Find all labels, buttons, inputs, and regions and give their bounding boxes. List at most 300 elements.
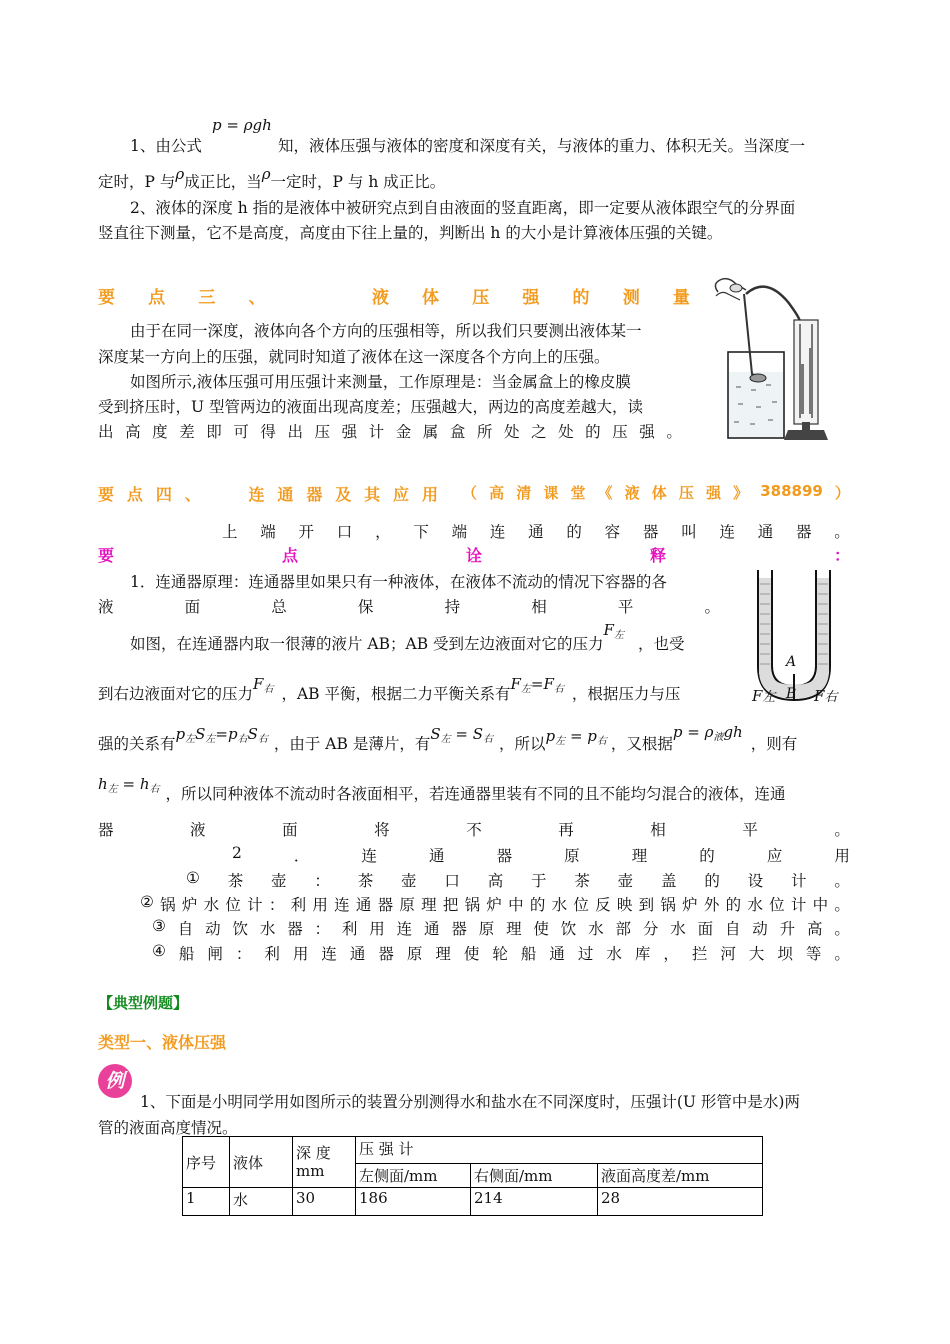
type1-heading: 类型一、液体压强 xyxy=(98,1033,227,1052)
principle-line1: 1．连通器原理：连通器里如果只有一种液体，在液体不流动的情况下容器的各 xyxy=(130,573,667,591)
spread-char: 出 xyxy=(287,423,303,441)
spread-char: 盒 xyxy=(449,423,466,441)
spread-char: 属 xyxy=(422,423,439,441)
spread-char: 相 xyxy=(531,598,547,616)
application-teapot xyxy=(186,869,850,891)
heading-char: 连 xyxy=(248,485,265,504)
spread-char: 压 xyxy=(314,423,331,441)
heading-key-point-4 xyxy=(98,482,438,505)
spread-char: 理 xyxy=(435,945,451,963)
spread-char: 平 xyxy=(742,821,758,839)
spread-char: 用 xyxy=(292,945,309,963)
f-symbol: S xyxy=(430,725,441,743)
spread-char: 器 xyxy=(287,920,303,938)
f-symbol: S xyxy=(195,725,206,743)
spread-char: 强 xyxy=(341,423,358,441)
spread-char: 饮 xyxy=(560,920,577,938)
spread-char: 诠 xyxy=(465,546,482,565)
heading-char: 应 xyxy=(393,485,410,504)
spread-char: 盖 xyxy=(661,872,677,890)
spread-char: 即 xyxy=(206,423,222,441)
text: 到右边液面对它的压力 xyxy=(98,685,254,703)
spread-char: 器 xyxy=(451,920,467,938)
spread-char: 压 xyxy=(612,423,628,441)
sec3-line5 xyxy=(98,420,682,442)
text: 定时，P 与 xyxy=(98,173,176,191)
table-row xyxy=(183,1188,763,1216)
spread-char: 理 xyxy=(631,847,648,865)
f-sub: 左 xyxy=(613,630,624,641)
spread-char: 压 xyxy=(678,484,694,502)
spread-char: 器 xyxy=(795,523,812,541)
f-symbol: h xyxy=(139,775,150,793)
heading-key-point-4-course-link xyxy=(462,482,850,503)
heading-char: 测 xyxy=(622,288,640,308)
heading-key-point-3 xyxy=(98,283,690,308)
f-symbol: S xyxy=(247,725,258,743)
th-gauge: 压 强 计 xyxy=(356,1137,763,1164)
td-right: 214 xyxy=(471,1188,598,1216)
spread-char: 炉 xyxy=(682,896,698,914)
spread-char: 自 xyxy=(177,920,194,938)
f-sub: 右 xyxy=(483,734,494,745)
example-badge xyxy=(98,1064,132,1098)
spread-char: 等 xyxy=(805,945,822,963)
spread-char: 388899 xyxy=(760,482,823,500)
spread-char: 再 xyxy=(558,821,574,839)
spread-char: 外 xyxy=(703,896,720,914)
formula-f-left xyxy=(604,621,624,639)
spread-char: 端 xyxy=(451,523,468,541)
f-sub: 左 xyxy=(520,684,531,695)
spread-char: 高 xyxy=(807,920,823,938)
pressure-data-table xyxy=(182,1136,763,1216)
spread-char: 通 xyxy=(528,523,544,541)
sec3-line3: 如图所示,液体压强可用压强计来测量，工作原理是：当金属盒上的橡皮膜 xyxy=(130,373,631,391)
spread-char: 升 xyxy=(779,920,796,938)
u-tube-label-f-right xyxy=(814,686,837,705)
spread-char: 。 xyxy=(834,896,850,914)
equals: = xyxy=(569,727,583,745)
th-right: 右侧面/mm xyxy=(471,1164,598,1188)
spread-char: 。 xyxy=(834,920,850,938)
principle-line3 xyxy=(130,621,685,655)
text: ，根据压力与压 xyxy=(571,685,681,703)
f-sub: 左 xyxy=(107,784,118,795)
spread-char: 茶 xyxy=(227,872,244,890)
f-symbol: F xyxy=(603,621,614,639)
heading-char: 压 xyxy=(472,288,490,308)
spread-char: 通 xyxy=(757,523,774,541)
formula-f-right xyxy=(253,675,273,693)
spread-char: 河 xyxy=(720,945,736,963)
text: ，所以 xyxy=(499,735,546,753)
f-sub: 液 xyxy=(713,732,724,743)
spread-char: 把 xyxy=(442,896,459,914)
principle-line4 xyxy=(98,675,681,705)
spread-char: 水 xyxy=(670,920,686,938)
formula-p-rho-g-h: p = ρgh xyxy=(212,116,272,134)
spread-char: 高 xyxy=(125,423,141,441)
spread-char: 用 xyxy=(312,896,328,914)
spread-char: 船 xyxy=(178,945,195,963)
spread-char: 用 xyxy=(369,920,385,938)
spread-char: 中 xyxy=(508,896,524,914)
td-depth: 30 xyxy=(293,1188,356,1216)
spread-char: 液 xyxy=(624,484,640,502)
spread-char: ： xyxy=(235,945,252,963)
f-sub: 左 xyxy=(762,690,776,705)
spread-char: 通 xyxy=(549,945,565,963)
application-water-dispenser xyxy=(152,917,850,939)
spread-char: 位 xyxy=(573,896,589,914)
f-symbol: F xyxy=(814,687,825,705)
spread-char: 下 xyxy=(413,523,429,541)
f-symbol: p xyxy=(227,725,238,743)
spread-char: 度 xyxy=(152,423,168,441)
f-sub: 左 xyxy=(440,734,451,745)
text: ，则有 xyxy=(750,735,798,753)
pressure-gauge-figure xyxy=(706,272,830,442)
f-symbol: p xyxy=(587,727,597,745)
spread-char: 水 xyxy=(551,896,568,914)
spread-char: 应 xyxy=(766,847,783,865)
spread-char: ． xyxy=(293,847,310,865)
spread-char: 得 xyxy=(260,423,276,441)
application-heading xyxy=(232,844,850,866)
spread-char: 持 xyxy=(444,598,461,616)
spread-char: 堂 xyxy=(570,484,586,502)
spread-char: 水 xyxy=(259,920,276,938)
spread-char: 保 xyxy=(357,598,374,616)
spread-char: 壶 xyxy=(401,872,417,890)
f-symbol: p = ρ xyxy=(672,723,714,741)
application-boiler-gauge xyxy=(140,893,850,915)
spread-char: 利 xyxy=(290,896,307,914)
spread-char: 中 xyxy=(812,896,829,914)
para2-line2: 竖直往下测量，它不是高度，高度由下往上量的，判断出 h 的大小是计算液体压强的关键。 xyxy=(98,224,723,242)
spread-char: 分 xyxy=(642,920,659,938)
equals: = xyxy=(215,725,228,743)
spread-char: 茶 xyxy=(574,872,590,890)
f-sub: 左 xyxy=(205,734,216,745)
formula-p-equal xyxy=(546,727,607,745)
spread-char: 炉 xyxy=(181,896,198,914)
para2-line1: 2、液体的深度 h 指的是液体中被研究点到自由液面的竖直距离，即一定要从液体跟空气的分界面 xyxy=(130,199,796,217)
th-seq: 序号 xyxy=(183,1137,230,1188)
para1-line2 xyxy=(98,165,446,192)
text: 一定时，P 与 h 成正比。 xyxy=(270,173,446,191)
spread-char: 体 xyxy=(651,484,667,502)
spread-char: 差 xyxy=(179,423,195,441)
spread-char: 使 xyxy=(463,945,480,963)
f-symbol: F xyxy=(752,687,763,705)
f-symbol: F xyxy=(510,675,521,693)
th-left: 左侧面/mm xyxy=(356,1164,471,1188)
spread-char: 2 xyxy=(232,844,242,862)
u-tube-label-f-left xyxy=(752,686,775,705)
spread-char: 过 xyxy=(577,945,594,963)
f-symbol: S xyxy=(472,725,484,743)
f-symbol: F xyxy=(253,675,264,693)
spread-char: 坝 xyxy=(777,945,793,963)
spread-char: 锅 xyxy=(660,896,676,914)
spread-char: 设 xyxy=(747,872,764,890)
heading-char: 其 xyxy=(364,485,381,504)
spread-char: 所 xyxy=(476,423,493,441)
f-sub: 右 xyxy=(824,690,838,705)
spread-char: 。 xyxy=(704,598,720,616)
td-seq: 1 xyxy=(183,1188,230,1216)
th-depth-b: mm xyxy=(296,1162,325,1180)
spread-char: ， xyxy=(663,945,679,963)
rho-symbol: ρ xyxy=(175,165,185,183)
spread-char: 映 xyxy=(616,896,633,914)
spread-char: 的 xyxy=(699,847,715,865)
spread-char: ③ xyxy=(152,917,166,935)
spread-char: 器 xyxy=(377,896,394,914)
spread-char: 水 xyxy=(203,896,220,914)
text: ，也受 xyxy=(637,635,685,653)
spread-char: 高 xyxy=(487,872,504,890)
spread-char: 清 xyxy=(516,484,532,502)
typical-examples-heading: 【典型例题】 xyxy=(98,994,189,1012)
spread-char: 不 xyxy=(466,821,482,839)
spread-char: 拦 xyxy=(691,945,708,963)
formula-h-equal xyxy=(98,775,159,793)
spread-char: ： xyxy=(314,920,331,938)
heading-char: 体 xyxy=(422,288,440,308)
spread-char: 原 xyxy=(564,847,580,865)
spread-char: 的 xyxy=(529,896,546,914)
heading-gap xyxy=(299,283,339,308)
formula-p-rho-liquid-gh xyxy=(673,723,743,741)
spread-char: 器 xyxy=(642,523,659,541)
spread-char: 自 xyxy=(724,920,741,938)
spread-char: 计 xyxy=(247,896,263,914)
heading-char: 点 xyxy=(148,288,166,308)
spread-char: 炉 xyxy=(486,896,502,914)
spread-char: 金 xyxy=(395,423,412,441)
heading-char: 三 xyxy=(198,288,216,308)
spread-char: 上 xyxy=(222,523,238,541)
spread-char: 锅 xyxy=(160,896,176,914)
spread-char: 用 xyxy=(834,847,850,865)
heading-char: 四 xyxy=(155,485,172,504)
f-symbol: F xyxy=(543,675,554,693)
spread-char: 出 xyxy=(98,423,114,441)
text: 1、由公式 xyxy=(130,137,202,155)
spread-char: 通 xyxy=(355,896,372,914)
para1-line1-end: 知，液体压强与液体的密度和深度有关，与液体的重力、体积无关。当深度一 xyxy=(278,137,806,155)
spread-char: 平 xyxy=(617,598,634,616)
spread-char: 之 xyxy=(531,423,547,441)
heading-char: 及 xyxy=(335,485,352,504)
text: ，由于 AB 是薄片，有 xyxy=(273,735,431,753)
formula-pressure-area xyxy=(176,725,268,743)
sec3-line2: 深度某一方向上的压强，就同时知道了液体在这一深度各个方向上的压强。 xyxy=(98,348,610,366)
spread-char: 计 xyxy=(368,423,385,441)
spread-char: （ xyxy=(462,484,478,502)
spread-char: ④ xyxy=(152,942,166,960)
spread-char: 船 xyxy=(520,945,537,963)
td-diff: 28 xyxy=(598,1188,763,1216)
text: ，所以同种液体不流动时各液面相平，若连通器里装有不同的且不能均匀混合的液体，连通 xyxy=(165,785,786,803)
spread-char: 于 xyxy=(531,872,547,890)
f-sub: 右 xyxy=(596,736,607,747)
formula-f-equal xyxy=(510,675,563,693)
spread-char: 的 xyxy=(725,896,742,914)
spread-char: ） xyxy=(834,484,850,502)
heading-char: 点 xyxy=(126,485,143,504)
heading-char: 用 xyxy=(421,485,438,504)
spread-char: 原 xyxy=(478,920,495,938)
spread-char: 通 xyxy=(349,945,366,963)
spread-char: 茶 xyxy=(357,872,374,890)
spread-char: 处 xyxy=(558,423,574,441)
spread-char: 动 xyxy=(752,920,768,938)
spread-char: 饮 xyxy=(232,920,248,938)
spread-char: 器 xyxy=(378,945,394,963)
spread-char: 课 xyxy=(543,484,559,502)
text: 成正比，当 xyxy=(184,173,262,191)
spread-char: 到 xyxy=(638,896,655,914)
spread-char: ： xyxy=(268,896,285,914)
spread-char: 连 xyxy=(334,896,350,914)
spread-char: 液 xyxy=(190,821,206,839)
heading-char: 器 xyxy=(306,485,323,504)
spread-char: 口 xyxy=(336,523,353,541)
example-badge-text: 例 xyxy=(105,1070,125,1092)
spread-char: 利 xyxy=(341,920,358,938)
spread-char: 叫 xyxy=(681,523,697,541)
spread-char: ① xyxy=(186,869,200,887)
spread-char: 面 xyxy=(184,598,201,616)
th-diff: 液面高度差/mm xyxy=(598,1164,763,1188)
spread-char: 处 xyxy=(503,423,520,441)
f-sub: 右 xyxy=(263,684,274,695)
spread-char: 闸 xyxy=(207,945,223,963)
spread-char: 连 xyxy=(321,945,337,963)
spread-char: 通 xyxy=(429,847,445,865)
spread-char: ： xyxy=(314,872,330,890)
spread-char: 连 xyxy=(396,920,413,938)
application-ship-lock xyxy=(152,942,850,964)
spread-char: 反 xyxy=(595,896,611,914)
spread-char: 水 xyxy=(588,920,604,938)
f-sub: 右 xyxy=(237,734,248,745)
heading-char: 通 xyxy=(277,485,294,504)
heading-char: 要 xyxy=(98,485,115,504)
spread-char: 部 xyxy=(615,920,632,938)
spread-char: 利 xyxy=(264,945,280,963)
td-liquid: 水 xyxy=(230,1188,293,1216)
heading-char: 液 xyxy=(371,288,389,308)
spread-char: 动 xyxy=(205,920,221,938)
spread-char: 口 xyxy=(444,872,460,890)
spread-char: 面 xyxy=(282,821,298,839)
spread-char: 强 xyxy=(705,484,721,502)
heading-char: 要 xyxy=(98,288,115,308)
spread-char: 原 xyxy=(399,896,415,914)
f-symbol: p xyxy=(545,727,556,745)
spread-char: 连 xyxy=(361,847,377,865)
equals: = xyxy=(455,725,468,743)
spread-char: 高 xyxy=(489,484,505,502)
spread-char: 壶 xyxy=(617,872,634,890)
spread-char: 理 xyxy=(421,896,437,914)
spread-char: ： xyxy=(833,546,850,565)
spread-char: 》 xyxy=(733,484,749,502)
f-symbol: p xyxy=(175,725,186,743)
spread-char: 使 xyxy=(533,920,549,938)
connector-definition xyxy=(222,520,850,542)
th-depth xyxy=(293,1137,356,1188)
table-header-row xyxy=(183,1137,763,1164)
spread-char: 要 xyxy=(98,546,115,565)
spread-char: 连 xyxy=(719,523,735,541)
f-sub: 右 xyxy=(553,684,564,695)
spread-char: 面 xyxy=(697,920,714,938)
spread-char: 的 xyxy=(566,523,582,541)
spread-char: 水 xyxy=(747,896,763,914)
spread-char: 端 xyxy=(260,523,276,541)
heading-char: 强 xyxy=(522,288,540,308)
td-left: 186 xyxy=(356,1188,471,1216)
spread-char: 将 xyxy=(374,821,390,839)
spread-char: ② xyxy=(140,893,154,911)
spread-char: 连 xyxy=(489,523,506,541)
question1-line1: 1、下面是小明同学用如图所示的装置分别测得水和盐水在不同深度时，压强计(U 形管中是水)两 xyxy=(140,1093,800,1111)
heading-char: 量 xyxy=(672,288,690,308)
u-tube-label-a: A xyxy=(786,654,797,670)
heading-char: 、 xyxy=(248,288,266,308)
spread-char: 的 xyxy=(585,423,601,441)
spread-char: 的 xyxy=(704,872,720,890)
f-sub: 左 xyxy=(185,734,196,745)
text: 强的关系有 xyxy=(98,735,176,753)
sec3-line1: 由于在同一深度，液体向各个方向的压强相等，所以我们只要测出液体某一 xyxy=(130,322,642,340)
u-tube-label-b: B xyxy=(786,686,797,702)
principle-line6 xyxy=(98,775,786,805)
spread-char: 库 xyxy=(634,945,651,963)
f-symbol: gh xyxy=(723,723,743,741)
heading-gap xyxy=(214,482,236,505)
f-symbol: h xyxy=(98,775,108,793)
spread-char: 。 xyxy=(834,872,850,890)
f-sub: 右 xyxy=(149,784,160,795)
sec3-line4: 受到挤压时，U 型管两边的液面出现高度差；压强越大，两边的高度差越大，读 xyxy=(98,398,643,416)
principle-line5 xyxy=(98,723,798,755)
rho-symbol: ρ xyxy=(261,165,271,183)
spread-char: 器 xyxy=(98,821,114,839)
spread-char: 开 xyxy=(298,523,315,541)
formula-s-equal xyxy=(430,725,493,743)
heading-char: 、 xyxy=(184,485,201,504)
spread-char: 容 xyxy=(604,523,621,541)
th-liquid: 液体 xyxy=(230,1137,293,1188)
text: 如图，在连通器内取一很薄的液片 AB；AB 受到左边液面对它的压力 xyxy=(130,635,604,653)
spread-char: 原 xyxy=(406,945,423,963)
spread-char: 。 xyxy=(834,523,850,541)
spread-char: ， xyxy=(375,523,391,541)
spread-char: 壶 xyxy=(271,872,287,890)
spread-char: 位 xyxy=(225,896,241,914)
spread-char: 。 xyxy=(834,945,850,963)
spread-char: 点 xyxy=(281,546,298,565)
spread-char: 水 xyxy=(606,945,622,963)
spread-char: 可 xyxy=(233,423,249,441)
